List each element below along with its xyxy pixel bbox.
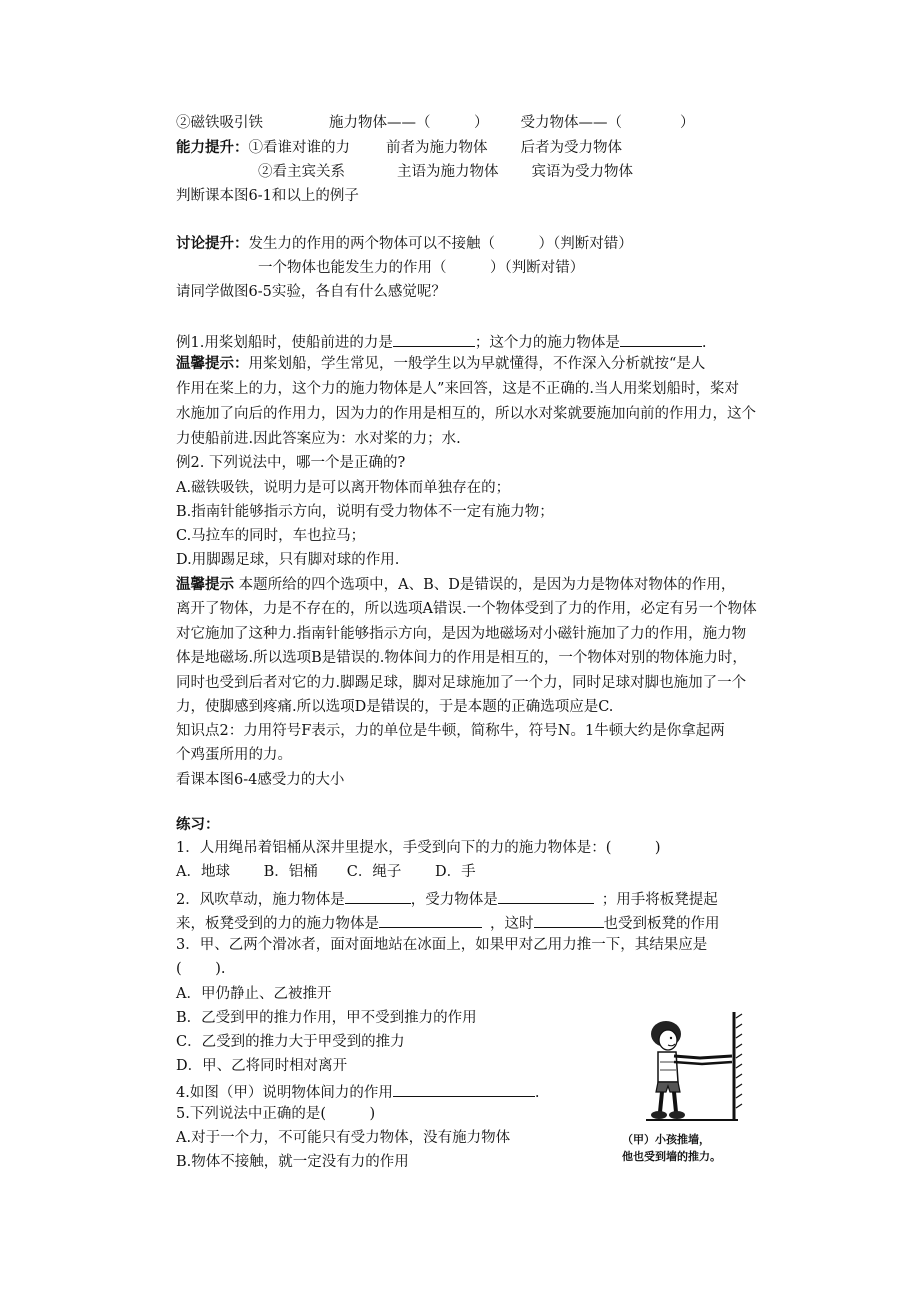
answer-blank (498, 887, 594, 904)
example-2-tip-line-6: 力，使脚感到疼痛.所以选项D是错误的，于是本题的正确选项应是C. (176, 699, 614, 715)
magnet-example-line: ②磁铁吸引铁 施力物体——（ ） 受力物体——（ ） (176, 115, 695, 131)
example-2-option-b: B.指南针能够指示方向，说明有受力物体不一定有施力物； (176, 504, 554, 520)
example-1-tip-line-3: 水施加了向后的作用力，因为力的作用是相互的，所以水对桨就要施加向前的作用力，这个 (176, 406, 756, 422)
child-pushing-wall-icon (618, 1012, 768, 1132)
practice-q5-option-a: A.对于一个力，不可能只有受力物体，没有施力物体 (176, 1130, 511, 1146)
practice-q3-line-1: 3．甲、乙两个滑冰者，面对面地站在冰面上，如果甲对乙用力推一下，其结果应是 (176, 937, 708, 953)
practice-q2-line-2: 来，板凳受到的力的施力物体是 ，这时 也受到板凳的作用 (176, 911, 720, 934)
example-1-question: 例1.用桨划船时，使船前进的力是 ；这个力的施力物体是 . (176, 330, 706, 353)
figure-caption-line-2: 他也受到墙的推力。 (622, 1150, 721, 1163)
practice-q4: 4.如图（甲）说明物体间力的作用 . (176, 1080, 539, 1103)
discussion-label: 讨论提升： (176, 236, 249, 252)
example-1-tip-line-2: 作用在桨上的力，这个力的施力物体是人”来回答，这是不正确的.当人用桨划船时，桨对 (176, 381, 740, 397)
ability-row-1: 能力提升：①看谁对谁的力 前者为施力物体 后者为受力物体 (176, 140, 622, 156)
answer-blank (534, 911, 604, 928)
practice-q1: 1．人用绳吊着铝桶从深井里提水，手受到向下的力的施力物体是：( ) (176, 840, 661, 856)
answer-blank (345, 887, 411, 904)
example-2-option-d: D.用脚踢足球，只有脚对球的作用. (176, 552, 400, 568)
example-1-tip-line-4: 力使船前进.因此答案应为：水对桨的力；水. (176, 431, 461, 447)
practice-q1-options: A．地球 B．铝桶 C．绳子 D．手 (176, 864, 476, 880)
answer-blank (393, 1080, 535, 1097)
ability-row-2: ②看主宾关系 主语为施力物体 宾语为受力物体 (258, 164, 633, 180)
discussion-q2: 一个物体也能发生力的作用（ ）（判断对错） (258, 260, 585, 276)
knowledge-line-3: 看课本图6-4感受力的大小 (176, 772, 345, 788)
example-2-tip-line-2: 离开了物体，力是不存在的，所以选项A错误.一个物体受到了力的作用，必定有另一个物体 (176, 601, 757, 617)
judge-line: 判断课本图6-1和以上的例子 (176, 188, 359, 204)
example-2-question: 例2. 下列说法中，哪一个是正确的? (176, 455, 406, 471)
knowledge-line-2: 个鸡蛋所用的力。 (176, 747, 292, 763)
knowledge-line-1: 知识点2：力用符号F表示，力的单位是牛顿，简称牛，符号N。1牛顿大约是你拿起两 (176, 723, 725, 739)
tip-label: 温馨提示 (176, 577, 234, 593)
answer-blank (620, 330, 702, 347)
practice-q3-line-2: ( ). (176, 961, 226, 977)
example-2-tip-line-1: 温馨提示 本题所给的四个选项中，A、B、D是错误的，是因为力是物体对物体的作用， (176, 577, 736, 593)
discussion-q1: 讨论提升：发生力的作用的两个物体可以不接触（ ）（判断对错） (176, 236, 633, 252)
example-2-option-c: C.马拉车的同时，车也拉马； (176, 528, 366, 544)
answer-blank (379, 911, 482, 928)
tip-label: 温馨提示： (176, 356, 249, 372)
figure-caption-line-1: （甲）小孩推墙， (622, 1133, 710, 1146)
example-1-tip-line-1: 温馨提示：用桨划船，学生常见，一般学生以为早就懂得，不作深入分析就按“是人 (176, 356, 706, 372)
practice-q3-option-c: C．乙受到的推力大于甲受到的推力 (176, 1034, 405, 1050)
example-2-tip-line-4: 体是地磁场.所以选项B是错误的.物体间力的作用是相互的，一个物体对别的物体施力时， (176, 650, 747, 666)
practice-q2-line-1: 2．风吹草动，施力物体是 ，受力物体是 ；用手将板凳提起 (176, 887, 718, 910)
practice-heading: 练习： (176, 817, 220, 833)
example-2-tip-line-3: 对它施加了这种力.指南针能够指示方向，是因为地磁场对小磁针施加了力的作用，施力物 (176, 626, 747, 642)
example-2-tip-line-5: 同时也受到后者对它的力.脚踢足球，脚对足球施加了一个力，同时足球对脚也施加了一个 (176, 675, 747, 691)
practice-q5: 5.下列说法中正确的是( ) (176, 1106, 376, 1122)
practice-q3-option-d: D．甲、乙将同时相对离开 (176, 1058, 348, 1074)
discussion-q3: 请同学做图6-5实验，各自有什么感觉呢？ (176, 284, 446, 300)
practice-q5-option-b: B.物体不接触，就一定没有力的作用 (176, 1154, 409, 1170)
practice-q3-option-b: B．乙受到甲的推力作用，甲不受到推力的作用 (176, 1010, 477, 1026)
ability-label: 能力提升： (176, 140, 249, 156)
practice-q3-option-a: A．甲仍静止、乙被推开 (176, 986, 332, 1002)
answer-blank (393, 330, 475, 347)
example-2-option-a: A.磁铁吸铁，说明力是可以离开物体而单独存在的； (176, 480, 511, 496)
figure-caption (622, 1131, 721, 1165)
